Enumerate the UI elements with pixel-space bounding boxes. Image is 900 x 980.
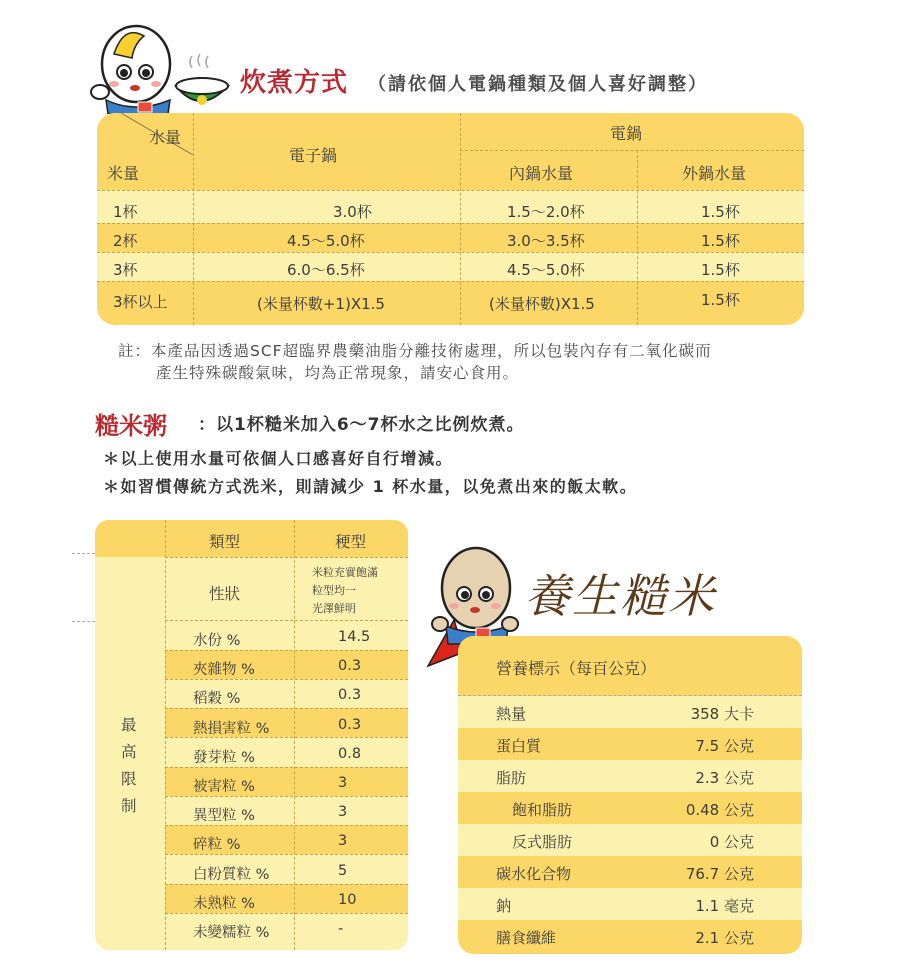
nutrition-row-name: 熱量 [496,705,527,723]
header-rice: 米量 [107,164,140,183]
brand-script-title: 養生糙米 [524,569,716,623]
spec-header-value: 稉型 [335,533,367,551]
nutrition-table [458,636,802,954]
nutrition-row-name: 鈉 [496,897,512,915]
cooking-subtitle: （請依個人電鍋種類及個人喜好調整） [368,74,708,95]
spec-row-value: 3 [338,804,348,821]
header-electronic-cooker: 電子鍋 [289,146,338,165]
tip-1: ＊以上使用水量可依個人口感喜好自行增減。 [103,449,454,468]
row4-outer: 1.5杯 [701,291,740,309]
nutrition-row-value: 2.3 公克 [695,769,754,787]
spec-row-value: - [338,921,344,937]
spec-row-name: 被害粒 % [193,779,255,795]
tip-2: ＊如習慣傳統方式洗米，則請減少 1 杯水量，以免煮出來的飯太軟。 [103,477,638,496]
row3-outer: 1.5杯 [701,261,740,279]
spec-row-name: 未變糯粒 % [193,925,270,941]
cooking-table [97,113,804,325]
row4-inner: (米量杯數)X1.5 [489,295,595,313]
note-line-2: 產生特殊碳酸氣味，均為正常現象，請安心食用。 [156,364,520,382]
cooking-title: 炊煮方式 [240,68,349,98]
row2-outer: 1.5杯 [701,232,740,250]
row3-inner: 4.5～5.0杯 [507,261,585,279]
nutrition-row-value: 76.7 公克 [685,865,754,883]
nutrition-row-value: 0 公克 [709,833,754,851]
spec-row-value: 3 [338,833,348,850]
header-water: 水量 [149,128,182,147]
row2-rice: 2杯 [113,232,138,250]
spec-row-name: 碎粒 % [193,837,241,854]
spec-row-name: 發芽粒 % [193,749,255,766]
nutrition-row-name: 碳水化合物 [496,865,572,883]
spec-row-name: 異型粒 % [193,808,255,825]
spec-row-value: 0.3 [338,716,362,733]
note-line-1: 註：本產品因透過SCF超臨界農藥油脂分離技術處理，所以包裝內存有二氧化碳而 [118,342,712,360]
nutrition-row-name: 脂肪 [496,769,527,787]
row1-electronic: 3.0杯 [333,203,372,221]
nutrition-row-name: 反式脂肪 [512,833,573,851]
nutrition-row-value: 0.48 公克 [685,801,754,819]
nutrition-title: 營養標示（每百公克） [496,659,657,678]
nutrition-divider [458,695,802,696]
header-outer-water: 外鍋水量 [682,164,747,183]
nutrition-row-name: 飽和脂肪 [512,801,573,819]
row1-outer: 1.5杯 [701,203,740,221]
porridge-text: ：以1杯糙米加入6～7杯水之比例炊煮。 [198,415,525,435]
spec-row-name: 白粉質粒 % [193,866,270,883]
limit-label: 最 高 限 制 [121,716,137,815]
spec-row-value: 3 [338,775,348,791]
note [118,340,712,384]
spec-row-name: 熱損害粒 % [193,720,270,737]
row4-rice: 3杯以上 [113,293,168,311]
nutrition-row-value: 358 大卡 [690,705,754,723]
spec-header-type: 類型 [209,533,241,551]
spec-row-value: 0.8 [338,745,362,762]
spec-row-value: 10 [338,891,357,908]
header-electric-pot: 電鍋 [610,124,643,143]
row1-inner: 1.5～2.0杯 [507,203,585,221]
spec-row-name: 水份 % [193,633,241,649]
row2-electronic: 4.5～5.0杯 [287,232,365,250]
row2-inner: 3.0～3.5杯 [507,232,585,250]
nutrition-row-name: 蛋白質 [496,737,542,755]
nutrition-row-value: 7.5 公克 [695,737,754,755]
trait-value: 米粒充實飽滿 粒型均一 光澤鮮明 [312,566,378,615]
row3-electronic: 6.0～6.5杯 [287,261,365,279]
spec-row-value: 0.3 [338,658,362,675]
nutrition-row-value: 1.1 毫克 [695,897,754,915]
header-inner-water: 內鍋水量 [509,164,574,183]
rice-mascot-illustration [84,14,244,114]
nutrition-row-value: 2.1 公克 [695,929,754,947]
spec-row-value: 14.5 [338,629,371,645]
porridge-title: 糙米粥 [95,412,167,440]
spec-row-name: 稻穀 % [193,691,241,708]
spec-row-value: 0.3 [338,687,362,704]
row3-rice: 3杯 [113,261,138,279]
trait-label: 性狀 [209,585,241,603]
row1-rice: 1杯 [113,203,138,221]
spec-row-name: 未熟粒 % [193,895,255,912]
spec-row-name: 夾雜物 % [193,662,255,679]
spec-table [95,520,408,950]
row4-electronic: (米量杯數+1)X1.5 [257,295,385,313]
nutrition-row-name: 膳食纖維 [496,929,557,947]
spec-row-value: 5 [338,862,348,879]
